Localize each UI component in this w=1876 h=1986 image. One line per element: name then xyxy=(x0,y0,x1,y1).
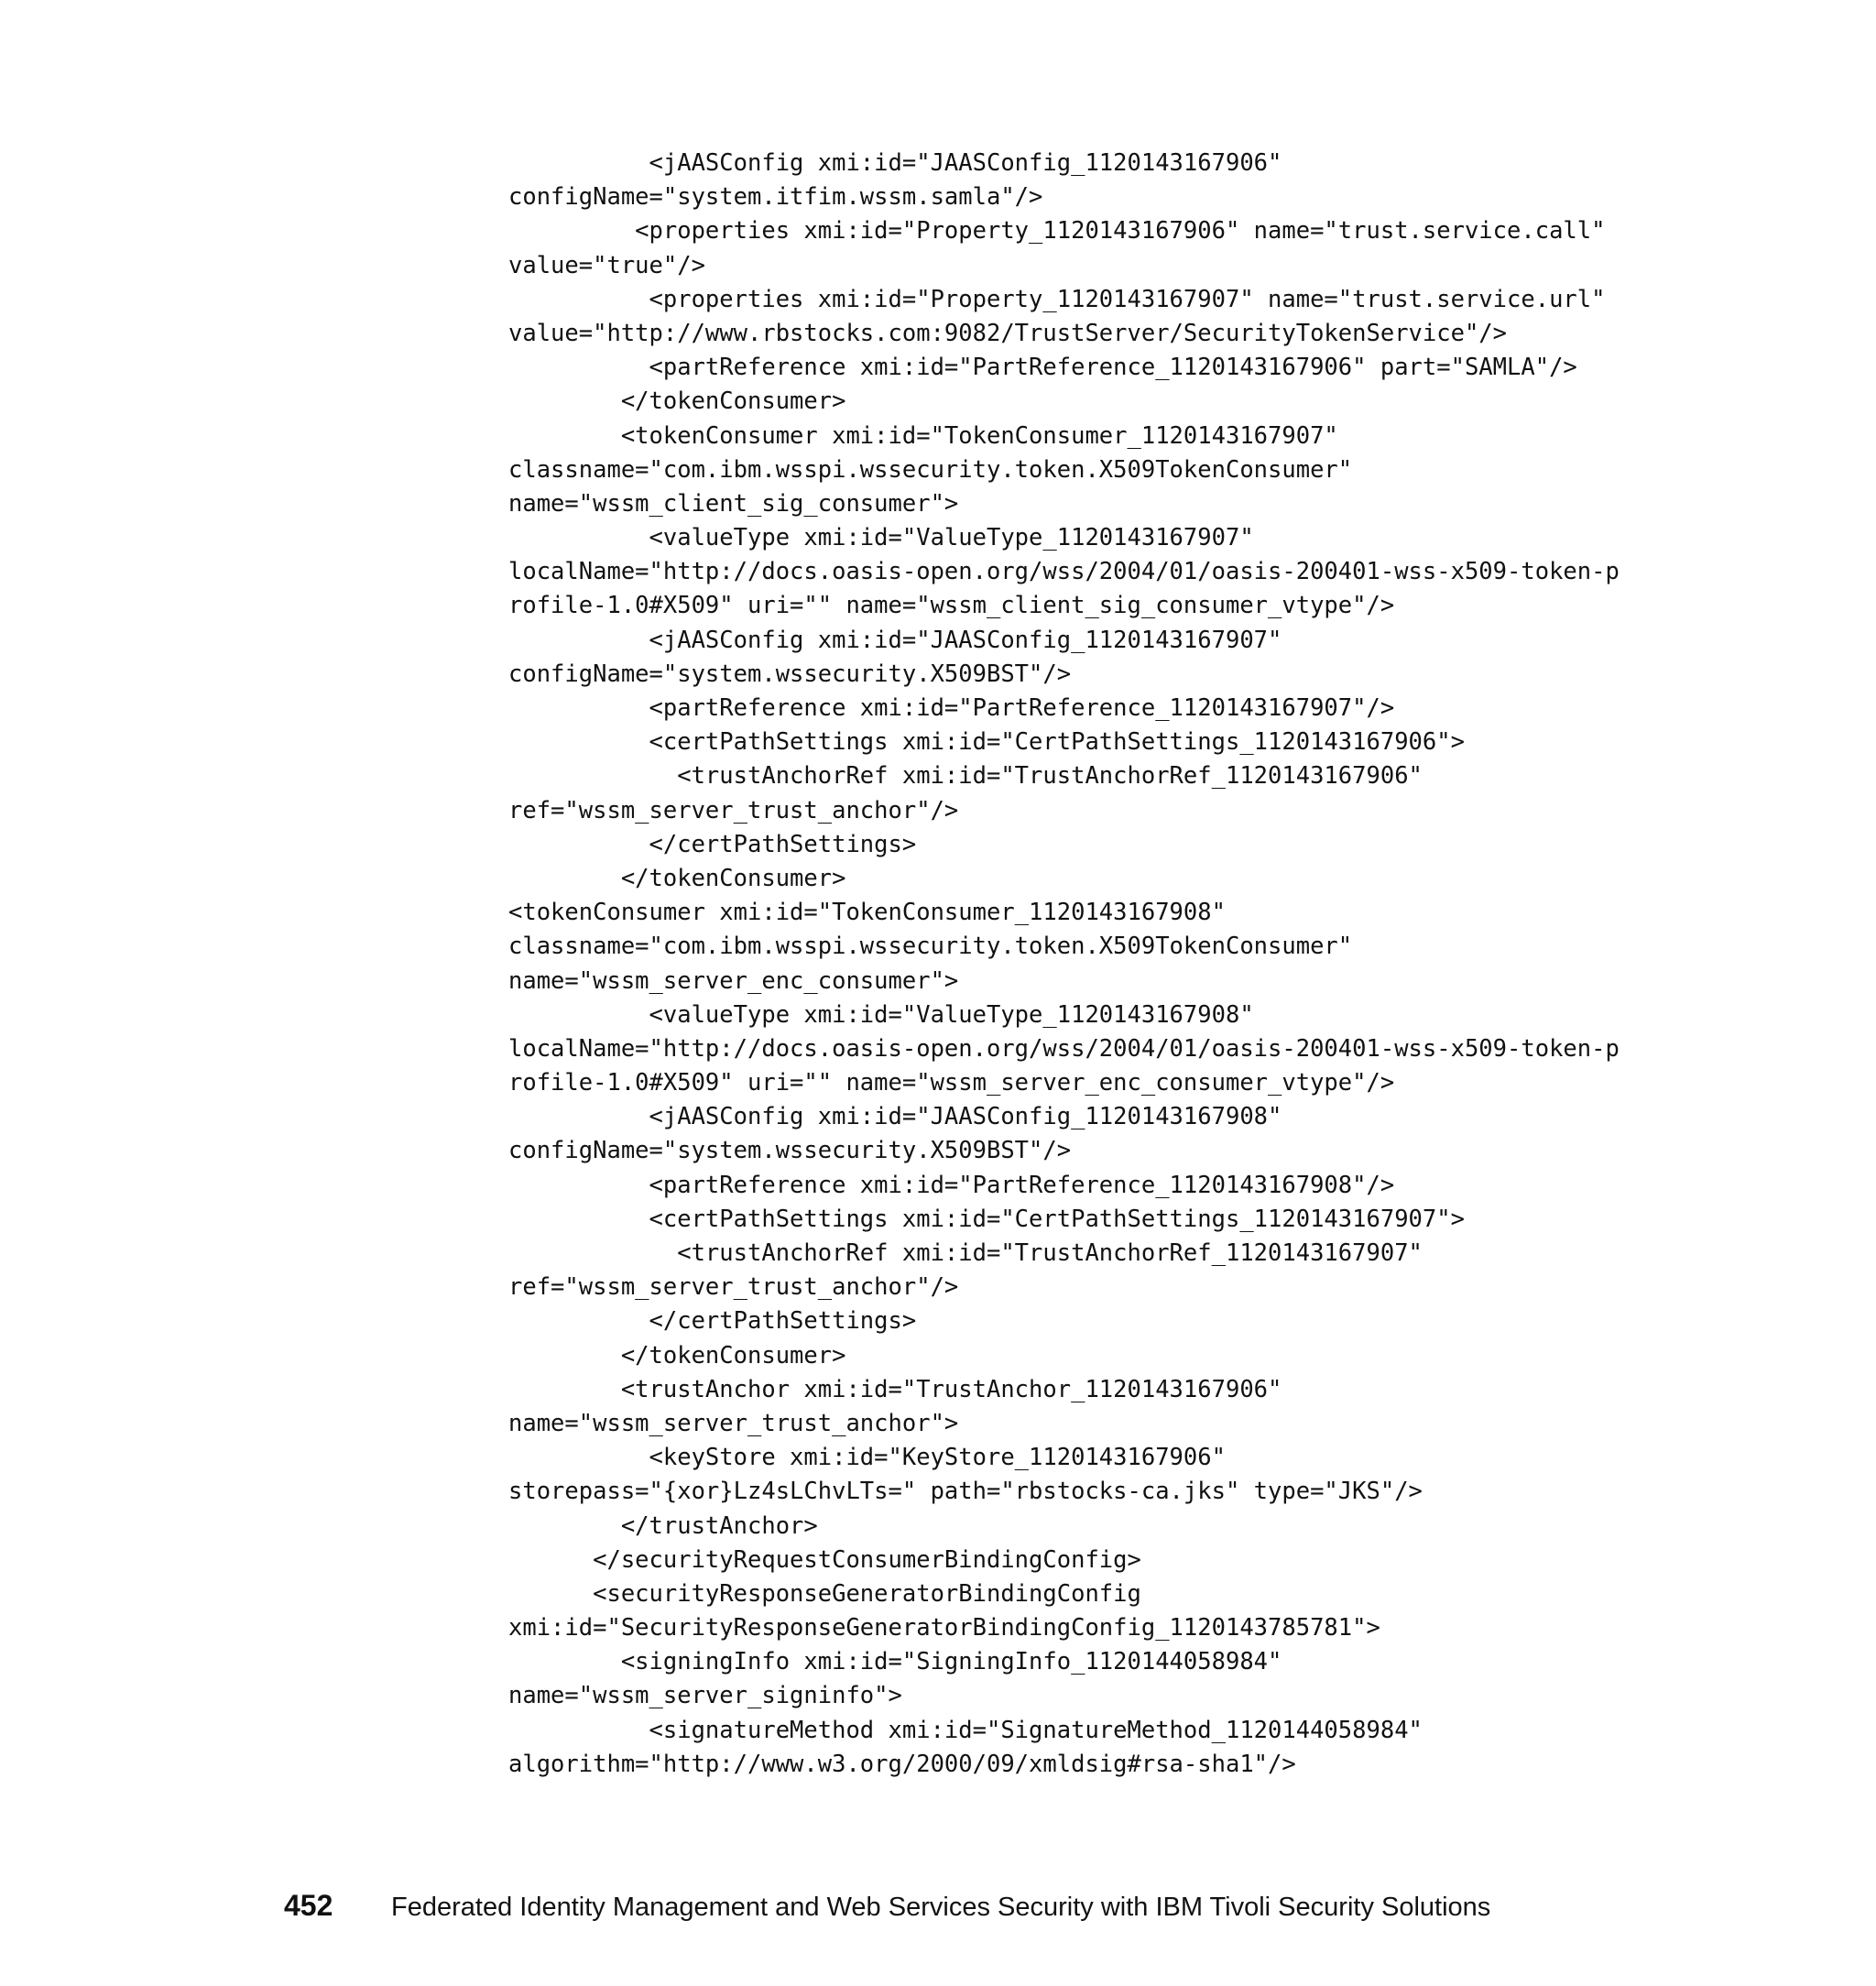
code-line: <properties xmi:id="Property_1120143167907" name="trust.service.url" xyxy=(508,285,1606,313)
book-title: Federated Identity Management and Web Services Security with IBM Tivoli Security Solutions xyxy=(391,1893,1491,1922)
code-line: <trustAnchorRef xmi:id="TrustAnchorRef_1120143167906" xyxy=(508,762,1423,791)
code-line: <valueType xmi:id="ValueType_1120143167907" xyxy=(508,524,1254,552)
code-line: <signatureMethod xmi:id="SignatureMethod_1120144058984" xyxy=(508,1716,1423,1744)
code-line: classname="com.ibm.wsspi.wssecurity.token.X509TokenConsumer" xyxy=(508,933,1353,961)
code-line: value="http://www.rbstocks.com:9082/TrustServer/SecurityTokenService"/> xyxy=(508,319,1508,347)
code-line: <tokenConsumer xmi:id="TokenConsumer_1120143167907" xyxy=(508,421,1338,450)
code-line: value="true"/> xyxy=(508,251,705,279)
page-number: 452 xyxy=(284,1889,333,1922)
code-line: localName="http://docs.oasis-open.org/wss/2004/01/oasis-200401-wss-x509-token-p xyxy=(508,1034,1620,1063)
code-line: algorithm="http://www.w3.org/2000/09/xmldsig#rsa-sha1"/> xyxy=(508,1750,1296,1778)
code-line: </securityRequestConsumerBindingConfig> xyxy=(508,1545,1141,1574)
code-line: name="wssm_client_sig_consumer"> xyxy=(508,489,959,518)
code-line: </trustAnchor> xyxy=(508,1511,818,1540)
code-line: <certPathSettings xmi:id="CertPathSettings_1120143167906"> xyxy=(508,728,1465,757)
code-line: <partReference xmi:id="PartReference_1120143167906" part="SAMLA"/> xyxy=(508,354,1577,382)
code-line: ref="wssm_server_trust_anchor"/> xyxy=(508,1273,959,1302)
code-line: name="wssm_server_signinfo"> xyxy=(508,1682,902,1710)
code-line: <jAASConfig xmi:id="JAASConfig_1120143167908" xyxy=(508,1103,1282,1131)
code-line: xmi:id="SecurityResponseGeneratorBindingConfig_1120143785781"> xyxy=(508,1614,1380,1642)
code-line: configName="system.wssecurity.X509BST"/> xyxy=(508,660,1072,688)
code-line: </tokenConsumer> xyxy=(508,1341,846,1369)
code-line: <securityResponseGeneratorBindingConfig xyxy=(508,1579,1141,1608)
code-line: rofile-1.0#X509" uri="" name="wssm_client_sig_consumer_vtype"/> xyxy=(508,592,1395,620)
code-line: </certPathSettings> xyxy=(508,830,917,858)
code-line: <certPathSettings xmi:id="CertPathSettings_1120143167907"> xyxy=(508,1205,1465,1233)
code-line: </tokenConsumer> xyxy=(508,387,846,416)
code-line: <keyStore xmi:id="KeyStore_1120143167906" xyxy=(508,1444,1226,1472)
code-line: <jAASConfig xmi:id="JAASConfig_1120143167907" xyxy=(508,626,1282,654)
code-line: name="wssm_server_trust_anchor"> xyxy=(508,1409,959,1437)
page-footer xyxy=(284,1889,1490,1933)
code-line: classname="com.ibm.wsspi.wssecurity.token.X509TokenConsumer" xyxy=(508,455,1353,484)
code-line: configName="system.itfim.wssm.samla"/> xyxy=(508,183,1043,212)
code-line: <partReference xmi:id="PartReference_1120143167908"/> xyxy=(508,1171,1395,1199)
code-line: </certPathSettings> xyxy=(508,1307,917,1336)
code-line: storepass="{xor}Lz4sLChvLTs=" path="rbstocks-ca.jks" type="JKS"/> xyxy=(508,1478,1423,1506)
code-line: <jAASConfig xmi:id="JAASConfig_1120143167906" xyxy=(508,149,1282,177)
code-line: <valueType xmi:id="ValueType_1120143167908" xyxy=(508,1000,1254,1029)
code-line: <signingInfo xmi:id="SigningInfo_1120144058984" xyxy=(508,1648,1282,1676)
code-line: ref="wssm_server_trust_anchor"/> xyxy=(508,796,959,824)
code-line: rofile-1.0#X509" uri="" name="wssm_server_enc_consumer_vtype"/> xyxy=(508,1069,1395,1097)
code-line: <trustAnchorRef xmi:id="TrustAnchorRef_1120143167907" xyxy=(508,1239,1423,1267)
code-line: <properties xmi:id="Property_1120143167906" name="trust.service.call" xyxy=(508,217,1606,246)
code-line: configName="system.wssecurity.X509BST"/> xyxy=(508,1137,1072,1165)
code-line: <tokenConsumer xmi:id="TokenConsumer_1120143167908" xyxy=(508,899,1226,927)
code-line: <partReference xmi:id="PartReference_1120143167907"/> xyxy=(508,694,1395,722)
code-line: name="wssm_server_enc_consumer"> xyxy=(508,966,959,995)
code-line: localName="http://docs.oasis-open.org/wss/2004/01/oasis-200401-wss-x509-token-p xyxy=(508,558,1620,586)
code-line: </tokenConsumer> xyxy=(508,864,846,892)
code-line: <trustAnchor xmi:id="TrustAnchor_1120143167906" xyxy=(508,1375,1282,1403)
code-listing xyxy=(508,147,1864,1782)
